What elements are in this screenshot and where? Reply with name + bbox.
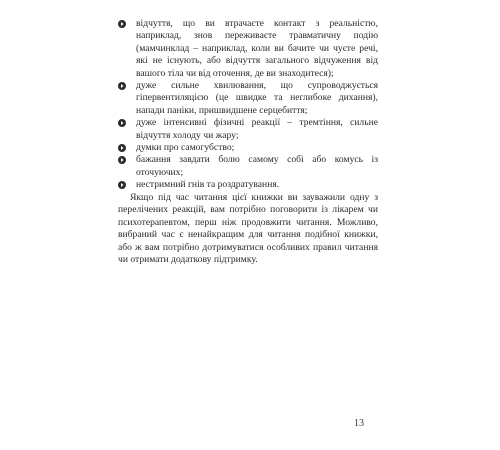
circle-arrow-bullet-icon: [118, 144, 126, 152]
circle-arrow-bullet-icon: [118, 20, 126, 28]
circle-arrow-bullet-icon: [118, 82, 126, 90]
body-paragraph: Якщо під час читання цієї книжки ви зауважили одну з перелічених реакцій, вам потрібно поговорити із лікарем чи психотерапевтом, перш ніж продовжити читання. Можливо, вибраний час є ненайкращим для читання подібної книжки, або ж вам потрібно дотримуватися особливих правил читання чи отримати додаткову підтримку.: [118, 192, 378, 266]
list-item: [118, 154, 378, 179]
list-item-text: відчуття, що ви втрачаєте контакт з реальністю, наприклад, знов переживаєте травматичну подію (мамчинклад – наприклад, коли ви бачите чи чуєте речі, які не існують, або відчуття загального відчуження від вашого тіла чи від оточення, де ви знаходитеся);: [136, 18, 378, 79]
circle-arrow-bullet-icon: [118, 119, 126, 127]
circle-arrow-bullet-icon: [118, 156, 126, 164]
list-item: [118, 18, 378, 80]
list-item: [118, 179, 378, 191]
list-item-text: думки про самогубство;: [136, 142, 235, 154]
list-item-text: нестримний гнів та роздратування.: [136, 179, 280, 191]
list-item-text: дуже сильне хвилювання, що супроводжується гіпервентиляцією (це швидке та неглибоке дихання), напади паніки, пришвидшене серцебиття;: [136, 80, 378, 116]
list-item: [118, 142, 378, 154]
list-item: [118, 117, 378, 142]
reaction-list: [118, 18, 378, 192]
circle-arrow-bullet-icon: [118, 181, 126, 189]
list-item-text: бажання завдати болю самому собі або комусь із оточуючих;: [136, 154, 378, 178]
list-item-text: дуже інтенсивні фізичні реакції – тремтіння, сильне відчуття холоду чи жару;: [136, 117, 378, 141]
list-item: [118, 80, 378, 117]
page-number: 13: [354, 418, 364, 429]
